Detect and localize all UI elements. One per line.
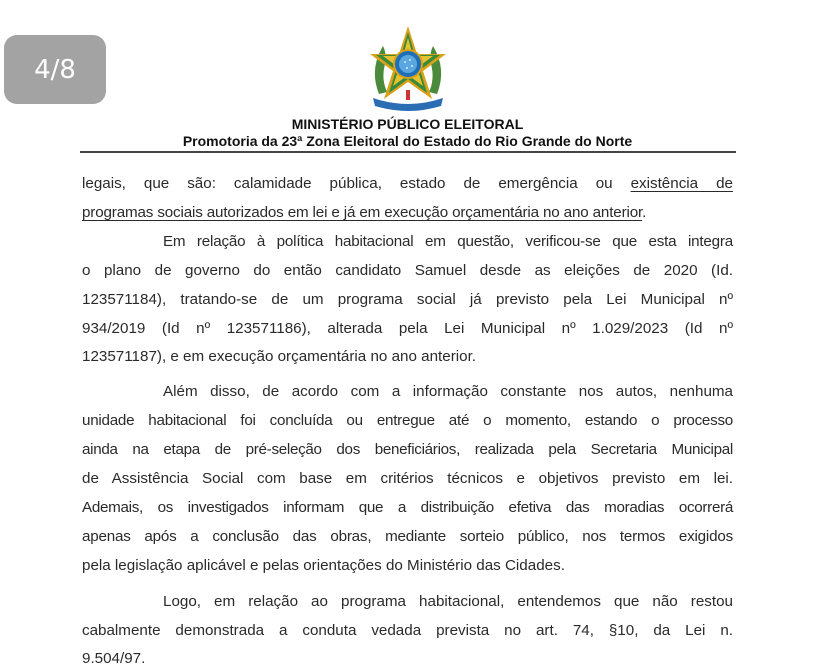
body-line: Em relação à política habitacional em questão, verificou-se que esta integra	[163, 233, 733, 250]
underlined-text: existência de	[630, 175, 733, 192]
body-line	[82, 174, 733, 194]
body-line: unidade habitacional foi concluída ou entregue até o momento, estando o processo	[82, 412, 733, 429]
body-line: cabalmente demonstrada a conduta vedada prevista no art. 74, §10, da Lei n.	[82, 622, 733, 639]
body-line: ainda na etapa de pré-seleção dos beneficiários, realizada pela Secretaria Municipal	[82, 441, 733, 458]
page-indicator-badge	[4, 35, 106, 104]
body-line: Ademais, os investigados informam que a distribuição efetiva das moradias ocorrerá	[82, 499, 733, 516]
body-line: o plano de governo do então candidato Samuel desde as eleições de 2020 (Id.	[82, 262, 733, 279]
body-text: legais, que são: calamidade pública, estado de emergência ou	[82, 175, 631, 192]
underlined-text: programas sociais autorizados em lei e já em execução orçamentária no ano anterior	[82, 204, 643, 221]
body-line: 123571184), tratando-se de um programa social já previsto pela Lei Municipal nº	[82, 291, 733, 308]
header-divider	[80, 151, 736, 153]
body-line: apenas após a conclusão das obras, mediante sorteio público, nos termos exigidos	[82, 528, 733, 545]
body-line: 9.504/97.	[82, 650, 146, 667]
body-line: de Assistência Social com base em critérios técnicos e objetivos previsto em lei.	[82, 470, 733, 487]
page-indicator: 4/8	[34, 54, 76, 85]
header-title: MINISTÉRIO PÚBLICO ELEITORAL	[291, 116, 524, 132]
coat-of-arms-icon	[365, 24, 451, 112]
body-line: 123571187), e em execução orçamentária no ano anterior.	[82, 348, 477, 365]
body-line	[82, 203, 733, 223]
body-line: 934/2019 (Id nº 123571186), alterada pela Lei Municipal nº 1.029/2023 (Id nº	[82, 320, 733, 337]
body-line: Logo, em relação ao programa habitacional, entendemos que não restou	[163, 593, 733, 610]
body-line: Além disso, de acordo com a informação constante nos autos, nenhuma	[163, 383, 733, 400]
body-text: .	[642, 204, 647, 221]
body-line: pela legislação aplicável e pelas orientações do Ministério das Cidades.	[82, 557, 565, 574]
header-subtitle: Promotoria da 23ª Zona Eleitoral do Estado do Rio Grande do Norte	[182, 133, 633, 149]
